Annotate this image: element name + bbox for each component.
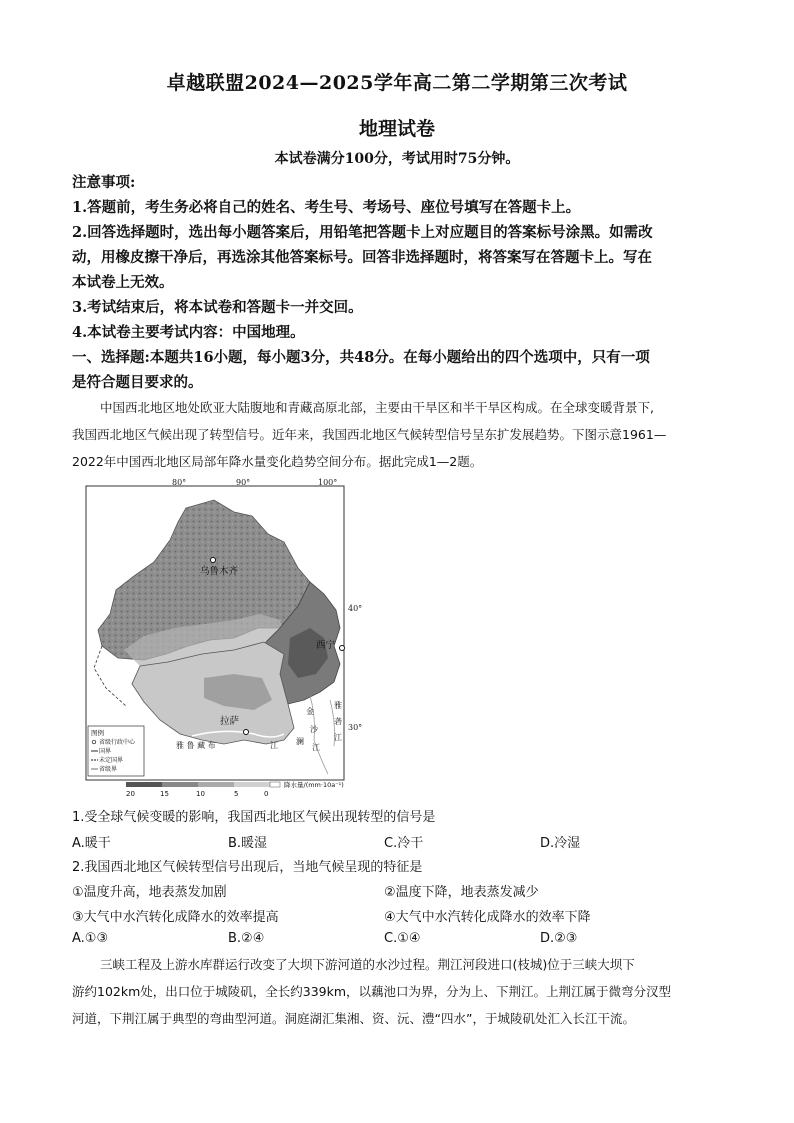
exam-title: 卓越联盟2024—2025学年高二第二学期第三次考试 [166,72,628,94]
river-label-lan: 澜 [296,737,304,746]
lon-label-90: 90° [236,478,251,487]
note-1: 1.答题前，考生务必将自己的姓名、考生号、考场号、座位号填写在答题卡上。 [72,199,581,216]
passage-1-line-3: 2022年中国西北地区局部年降水量变化趋势空间分布。据此完成1—2题。 [72,454,483,469]
lon-label-80: 80° [172,478,187,487]
section1-heading-a: 一、选择题:本题共16小题，每小题3分，共48分。在每小题给出的四个选项中，只有一项 [72,349,650,366]
q2-stem: 2.我国西北地区气候转型信号出现后，当地气候呈现的特征是 [72,860,423,875]
q2-statement-2: ②温度下降，地表蒸发减少 [384,885,539,900]
scale-seg-5 [270,782,280,787]
legend-border: 国界 [99,748,112,755]
river-label-ya: 雅 [334,701,342,710]
q1-option-d[interactable]: D.冷湿 [540,836,581,851]
city-label-xining: 西宁 [316,640,336,651]
river-label-long: 砻 [334,717,342,726]
lat-label-40: 40° [348,604,363,613]
q2-option-d[interactable]: D.②③ [540,931,578,946]
scale-label-5: 5 [234,790,239,798]
notes-heading: 注意事项: [72,174,136,191]
passage-2 [72,951,722,1032]
scale-label-10: 10 [196,790,205,798]
city-label-urumqi: 乌鲁木齐 [200,566,239,577]
passage-1-line-1: 中国西北地区地处欧亚大陆腹地和青藏高原北部，主要由干旱区和半干旱区构成。在全球变暖背景下, [100,400,654,415]
note-2b: 动，用橡皮擦干净后，再选涂其他答案标号。回答非选择题时，将答案写在答题卡上。写在 [72,249,652,266]
q2-statement-1: ①温度升高，地表蒸发加剧 [72,885,227,900]
river-label-yarlung-jiang: 江 [270,741,278,750]
river-label-sha: 沙 [310,725,318,734]
section1-heading-b: 是符合题目要求的。 [72,374,203,391]
city-marker-urumqi [211,558,216,563]
q1-option-a[interactable]: A.暖干 [72,836,111,851]
river-label-yalong-jiang: 江 [334,733,342,742]
city-marker-xining [340,646,345,651]
passage-1 [72,394,722,475]
q2-statement-4: ④大气中水汽转化成降水的效率下降 [384,910,591,925]
lon-label-100: 100° [318,478,338,487]
q1-option-c[interactable]: C.冷干 [384,836,424,851]
exam-subject: 地理试卷 [358,118,435,140]
precipitation-trend-map [84,478,384,800]
passage-2-line-3: 河道，下荆江属于典型的弯曲型河道。洞庭湖汇集湘、资、沅、澧“四水”，于城陵矶处汇入长江干流。 [72,1011,635,1026]
scale-label-20: 20 [126,790,135,798]
scale-label-15: 15 [160,790,169,798]
river-label-jin: 金 [306,707,314,716]
passage-2-line-1: 三峡工程及上游水库群运行改变了大坝下游河道的水沙过程。荆江河段进口(枝城)位于三峡大坝下 [100,957,635,972]
passage-2-line-2: 游约102km处，出口位于城陵矶，全长约339km，以藕池口为界，分为上、下荆江。上荆江属于微弯分汊型 [72,984,672,999]
q2-statement-3: ③大气中水汽转化成降水的效率提高 [72,910,279,925]
city-label-lhasa: 拉萨 [220,716,240,727]
q2-option-a[interactable]: A.①③ [72,931,109,946]
scale-seg-1 [126,782,162,787]
q1-option-b[interactable]: B.暖湿 [228,836,268,851]
city-marker-lhasa [244,730,249,735]
river-label-yarlung: 雅 鲁 藏 布 [176,741,216,750]
scale-seg-3 [198,782,234,787]
legend-capital: 省级行政中心 [99,739,136,746]
river-label-jinsha-jiang: 江 [312,743,320,752]
legend-title: 图例 [91,729,104,737]
q2-option-c[interactable]: C.①④ [384,931,421,946]
q2-option-b[interactable]: B.②④ [228,931,265,946]
scale-seg-4 [234,782,270,787]
note-2a: 2.回答选择题时，选出每小题答案后，用铅笔把答题卡上对应题目的答案标号涂黑。如需改 [72,224,653,241]
exam-info: 本试卷满分100分，考试用时75分钟。 [274,151,520,167]
note-3: 3.考试结束后，将本试卷和答题卡一并交回。 [72,299,363,316]
note-2c: 本试卷上无效。 [72,274,174,291]
scale-seg-2 [162,782,198,787]
scale-unit: 降水量/(mm·10a⁻¹) [284,781,344,789]
q1-stem: 1.受全球气候变暖的影响，我国西北地区气候出现转型的信号是 [72,810,436,825]
legend-capital-icon [92,740,96,744]
legend-province: 省级界 [99,766,118,773]
scale-label-0: 0 [264,790,269,798]
passage-1-line-2: 我国西北地区气候出现了转型信号。近年来，我国西北地区气候转型信号呈东扩发展趋势。下图示意1961— [72,427,667,442]
legend-undetermined: 未定国界 [99,757,124,764]
note-4: 4.本试卷主要考试内容：中国地理。 [72,324,305,341]
lat-label-30: 30° [348,723,363,732]
